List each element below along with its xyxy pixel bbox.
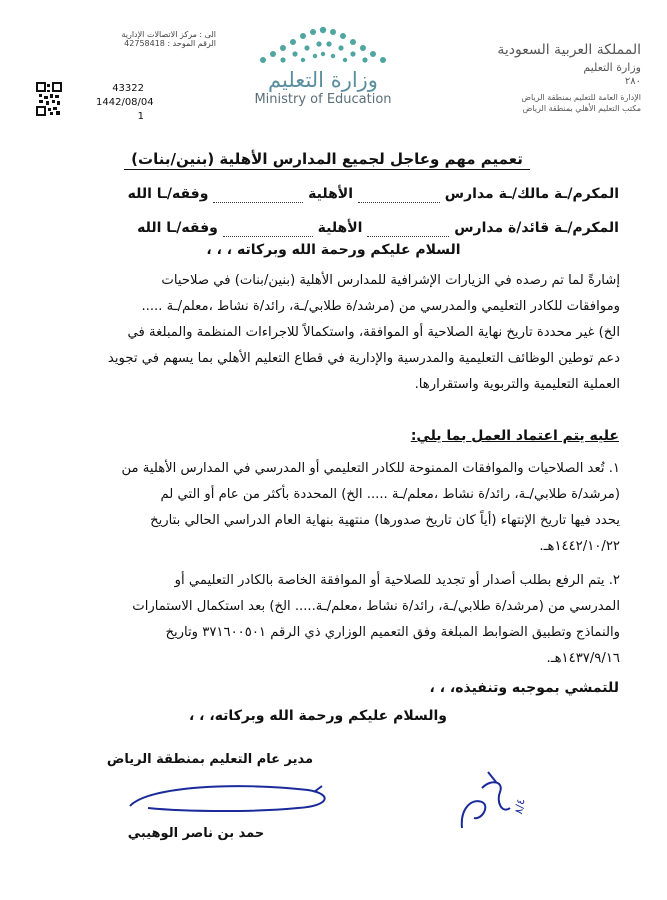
- wish-text: وفقه/ـا الله: [137, 220, 218, 236]
- signer-title: مدير عام التعليم بمنطقة الرياض: [106, 752, 314, 767]
- ref-date: 1442/08/04: [96, 97, 154, 108]
- reference-block: [96, 82, 154, 124]
- recipient-line: الى : مركز الاتصالات الإدارية: [121, 30, 216, 39]
- intro-paragraph: [34, 268, 620, 398]
- blank-field: [223, 220, 313, 237]
- intro-line: دعم توطين الوظائف التعليمية والمدرسية والإدارية في قطاع التعليم الأهلي بما يسهم في تجويد: [107, 351, 620, 366]
- item-2-line: والنماذج وتطبيق الضوابط المبلغة وفق التعميم الوزاري ذي الرقم ٣٧١٦٠٠٥٠١ وتاريخ: [165, 625, 620, 640]
- item-2-line: المدرسي من (مرشد/ة طلابي/ـة، رائد/ة نشاط ،معلم/ـة..... الخ) بعد استكمال الاستمارات: [132, 599, 620, 614]
- school-type: الأهلية: [308, 186, 354, 202]
- intro-line: الخ) غير محددة تاريخ نهاية الصلاحية أو الموافقة، واستكمالاً للاجراءات المنظمة والمبلغة في: [127, 325, 620, 340]
- item-1-line: ١. تُعد الصلاحيات والموافقات الممنوحة للكادر التعليمي أو المدرسي في المدارس الأهلية من: [121, 461, 620, 476]
- school-type: الأهلية: [317, 220, 363, 236]
- header-left: [86, 30, 216, 48]
- intro-line: العملية التعليمية والتربوية واستقرارها.: [414, 377, 620, 392]
- blank-field: [358, 186, 440, 203]
- intro-line: إشارةً لما تم رصده في الزيارات الإشرافية للمدارس الأهلية (بنين/بنات) في صلاحيات: [161, 273, 620, 288]
- item-1-line: يحدد فيها تاريخ الإنتهاء (أياً كان تاريخ صدورها) منتهية بنهاية العام الدراسي الحالي بتاريخ: [150, 513, 620, 528]
- ministry-logo-icon: [253, 20, 393, 68]
- ministry-logo: [228, 20, 418, 107]
- item-1-line: ١٤٤٢/١٠/٢٢هـ.: [539, 539, 620, 554]
- office-name: مكتب التعليم الأهلي بمنطقة الرياض: [522, 104, 641, 113]
- logo-arabic-text: وزارة التعليم: [268, 68, 378, 92]
- signature-icon: [118, 776, 338, 828]
- admin-name: الإدارة العامة للتعليم بمنطقة الرياض: [521, 93, 641, 102]
- ref-number: 43322: [112, 83, 144, 94]
- item-1: [34, 456, 620, 560]
- logo-english-text: Ministry of Education: [254, 92, 392, 107]
- header-code: ٢٨٠: [624, 76, 641, 87]
- handwritten-initials-icon: [452, 768, 522, 842]
- ref-attachments: 1: [137, 111, 144, 122]
- action-heading: عليه يتم اعتماد العمل بما يلي:: [410, 428, 619, 444]
- item-2-line: ١٤٣٧/٩/١٦هـ.: [546, 651, 620, 666]
- item-2: [34, 568, 620, 672]
- closing-greeting: والسلام عليكم ورحمة الله وبركاته، ، ،: [188, 708, 447, 724]
- blank-field: [367, 220, 449, 237]
- addressee-line-2: [39, 220, 619, 237]
- kingdom-name: المملكة العربية السعودية: [497, 42, 641, 58]
- wish-text: وفقه/ـا الله: [127, 186, 209, 202]
- signer-name: حمد بن ناصر الوهيبي: [127, 826, 265, 841]
- addressee-prefix: المكرم/ـة قائد/ة مدارس: [454, 220, 619, 236]
- document-title: تعميم مهم وعاجل لجميع المدارس الأهلية (بنين/بنات): [124, 150, 530, 170]
- addressee-prefix: المكرم/ـة مالك/ـة مدارس: [444, 186, 619, 202]
- item-1-line: (مرشد/ة طلابي/ـة، رائد/ة نشاط ،معلم/ـة ..... الخ) المحددة بأكثر من عام أو التي لم: [160, 487, 620, 502]
- ministry-name: وزارة التعليم: [583, 61, 641, 74]
- unified-number: الرقم الموحد : 42758418: [124, 39, 216, 48]
- intro-line: وموافقات للكادر التعليمي والمدرسي من (مرشد/ة طلابي/ـة، رائد/ة نشاط ،معلم/ـة .....: [141, 299, 620, 314]
- addressee-line-1: [39, 186, 619, 203]
- handwritten-date: ٨/٤: [512, 797, 528, 816]
- qr-code-icon: [36, 82, 62, 120]
- blank-field: [213, 186, 303, 203]
- closing-instruction: للتمشي بموجبه وتنفيذه، ، ،: [429, 680, 619, 696]
- header-right: [411, 42, 641, 113]
- item-2-line: ٢. يتم الرفع بطلب أصدار أو تجديد للصلاحية أو الموافقة الخاصة بالكادر التعليمي أو: [174, 573, 620, 588]
- greeting: السلام عليكم ورحمة الله وبركاته ، ، ،: [206, 242, 461, 258]
